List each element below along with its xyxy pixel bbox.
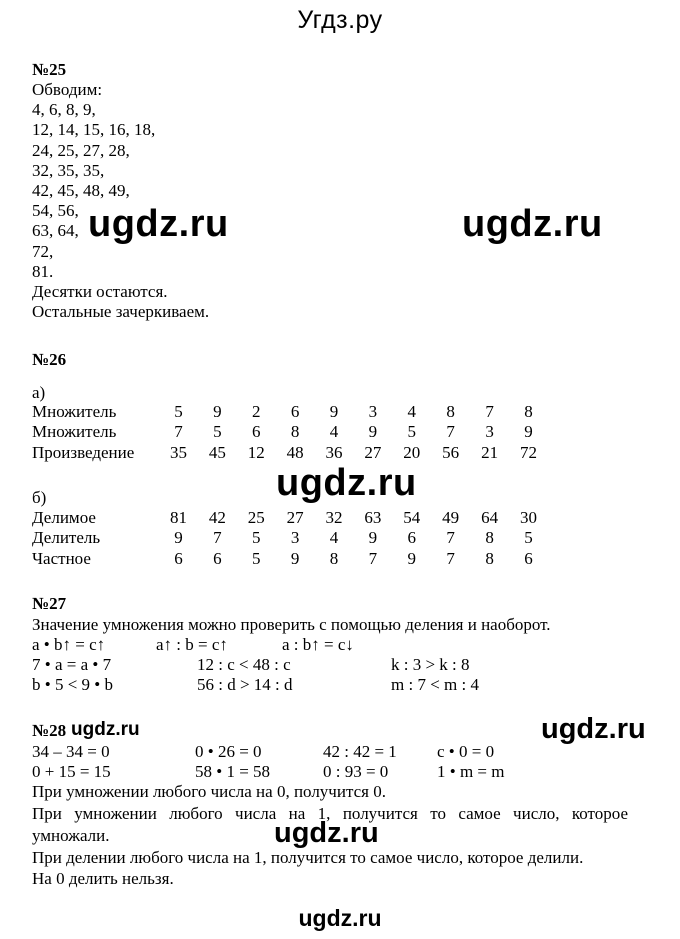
- task-25-line: Обводим:: [32, 80, 103, 99]
- table-cell: 9: [174, 528, 183, 548]
- expression: a • b↑ = c↑: [32, 635, 106, 654]
- site-footer-watermark: ugdz.ru: [298, 905, 382, 931]
- task-27-intro: Значение умножения можно проверить с помощью деления и наоборот.: [32, 615, 551, 634]
- table-cell: 5: [213, 422, 222, 442]
- row-label: Частное: [32, 548, 91, 568]
- table-cell: 6: [174, 548, 183, 568]
- task-25-line: 4, 6, 8, 9,: [32, 100, 96, 120]
- table-cell: 8: [446, 402, 455, 421]
- site-title: Угдз.ру: [297, 6, 383, 34]
- expression: 7 • a = a • 7: [32, 655, 112, 675]
- table-cell: 6: [290, 402, 300, 421]
- table-row: [32, 422, 548, 442]
- task-28-rule-3: На 0 делить нельзя.: [32, 869, 174, 888]
- table-cell: 81: [169, 508, 187, 527]
- row-label: Произведение: [32, 442, 135, 462]
- table-cell: 2: [251, 402, 261, 421]
- row-label: Делитель: [32, 528, 101, 548]
- watermark-bottom-center: ugdz.ru: [274, 817, 379, 849]
- task-25-line: 42, 45, 48, 49,: [32, 180, 130, 200]
- expression: b • 5 < 9 • b: [32, 675, 113, 695]
- table-cell: 8: [485, 528, 494, 548]
- table-cell: 5: [251, 528, 261, 548]
- table-cell: 6: [213, 548, 222, 568]
- table-cell: 4: [329, 528, 339, 548]
- table-cell: 5: [251, 548, 261, 568]
- task-25-line: Десятки остаются.: [32, 281, 168, 301]
- table-cell: 6: [524, 548, 533, 568]
- table-cell: 48: [286, 442, 304, 462]
- table-cell: 7: [174, 422, 183, 442]
- task-26-part-a-label: а): [32, 383, 46, 402]
- table-cell: 27: [286, 508, 304, 527]
- table-cell: 9: [290, 548, 300, 568]
- table-cell: 9: [524, 422, 533, 442]
- expression: 1 • m = m: [437, 762, 505, 782]
- table-cell: 6: [251, 422, 261, 442]
- task-25-line: 32, 35, 35,: [32, 160, 105, 180]
- row-label: Множитель: [32, 422, 117, 442]
- task-28-rule-1: При умножении любого числа на 1, получится то самое число, которое умножали.: [32, 804, 628, 845]
- table-cell: 9: [329, 402, 339, 421]
- task-25-body: [32, 80, 209, 322]
- task-25-line: 12, 14, 15, 16, 18,: [32, 120, 156, 140]
- expression: 0 • 26 = 0: [195, 742, 262, 761]
- table-cell: 9: [407, 548, 417, 568]
- table-cell: 63: [364, 508, 382, 527]
- task-25-line: 63, 64,: [32, 221, 79, 241]
- table-cell: 4: [407, 402, 417, 421]
- expression: a↑ : b = c↑: [156, 635, 228, 654]
- table-cell: 7: [446, 548, 455, 568]
- watermark-center: ugdz.ru: [276, 462, 417, 504]
- table-cell: 27: [364, 442, 382, 462]
- watermark-left: ugdz.ru: [88, 203, 229, 245]
- table-cell: 56: [442, 442, 460, 462]
- table-cell: 36: [325, 442, 343, 462]
- expression: 0 + 15 = 15: [32, 762, 111, 782]
- table-cell: 5: [174, 402, 183, 421]
- table-cell: 9: [213, 402, 222, 421]
- table-cell: 7: [485, 402, 494, 421]
- table-cell: 30: [519, 508, 537, 527]
- table-cell: 45: [208, 442, 226, 462]
- table-cell: 9: [368, 422, 378, 442]
- task-26-table-b: [32, 508, 548, 569]
- row-label: Делимое: [32, 508, 96, 527]
- task-25-line: 24, 25, 27, 28,: [32, 140, 130, 160]
- task-25-line: 81.: [32, 261, 54, 281]
- table-row: [32, 402, 548, 422]
- task-26-part-b-label: б): [32, 488, 47, 507]
- row-label: Множитель: [32, 402, 117, 421]
- task-25-line: 72,: [32, 241, 54, 261]
- expression: c • 0 = 0: [437, 742, 495, 761]
- table-cell: 3: [485, 422, 494, 442]
- table-cell: 54: [403, 508, 421, 527]
- expression: 58 • 1 = 58: [195, 762, 271, 782]
- table-cell: 8: [485, 548, 494, 568]
- task-25-line: Остальные зачеркиваем.: [32, 302, 210, 322]
- table-cell: 12: [247, 442, 265, 462]
- table-cell: 8: [329, 548, 339, 568]
- table-cell: 7: [213, 528, 222, 548]
- task-25-number: №25: [32, 60, 67, 79]
- table-cell: 7: [446, 422, 455, 442]
- table-cell: 42: [208, 508, 226, 527]
- expression: 34 – 34 = 0: [32, 742, 110, 761]
- task-25-line: 54, 56,: [32, 201, 79, 221]
- expression: a : b↑ = c↓: [282, 635, 354, 654]
- task-28-number: №28: [32, 721, 67, 740]
- table-cell: 72: [519, 442, 537, 462]
- task-27-number: №27: [32, 594, 67, 613]
- table-row: [32, 528, 548, 548]
- table-cell: 49: [442, 508, 460, 527]
- table-cell: 21: [481, 442, 499, 462]
- table-cell: 9: [368, 528, 378, 548]
- task-26-number: №26: [32, 350, 67, 369]
- watermark-right-small: ugdz.ru: [541, 713, 646, 745]
- table-cell: 25: [247, 508, 265, 527]
- table-cell: 20: [403, 442, 421, 462]
- table-cell: 32: [325, 508, 343, 527]
- task-28-rule-2: При делении любого числа на 1, получится то самое число, которое делили.: [32, 848, 584, 867]
- expression: 0 : 93 = 0: [323, 762, 389, 782]
- table-cell: 7: [446, 528, 455, 548]
- table-cell: 64: [481, 508, 499, 527]
- watermark-right: ugdz.ru: [462, 203, 603, 245]
- table-cell: 3: [368, 402, 378, 421]
- expression: 42 : 42 = 1: [323, 742, 397, 761]
- table-cell: 8: [524, 402, 533, 421]
- watermark-inline: ugdz.ru: [71, 719, 140, 740]
- table-row: [32, 549, 548, 569]
- table-row: [32, 443, 548, 463]
- task-26-table-a: [32, 402, 548, 463]
- task-28-rule-0: При умножении любого числа на 0, получится 0.: [32, 782, 386, 801]
- expression: 12 : c < 48 : c: [197, 655, 291, 675]
- table-cell: 5: [524, 528, 533, 548]
- table-cell: 3: [290, 528, 300, 548]
- table-cell: 6: [407, 528, 417, 548]
- table-cell: 7: [368, 548, 378, 568]
- table-row: [32, 508, 548, 528]
- expression: m : 7 < m : 4: [391, 675, 479, 695]
- expression: 56 : d > 14 : d: [197, 675, 293, 695]
- table-cell: 5: [407, 422, 417, 442]
- table-cell: 4: [329, 422, 339, 442]
- expression: k : 3 > k : 8: [391, 655, 470, 675]
- table-cell: 35: [169, 442, 187, 462]
- table-cell: 8: [290, 422, 300, 442]
